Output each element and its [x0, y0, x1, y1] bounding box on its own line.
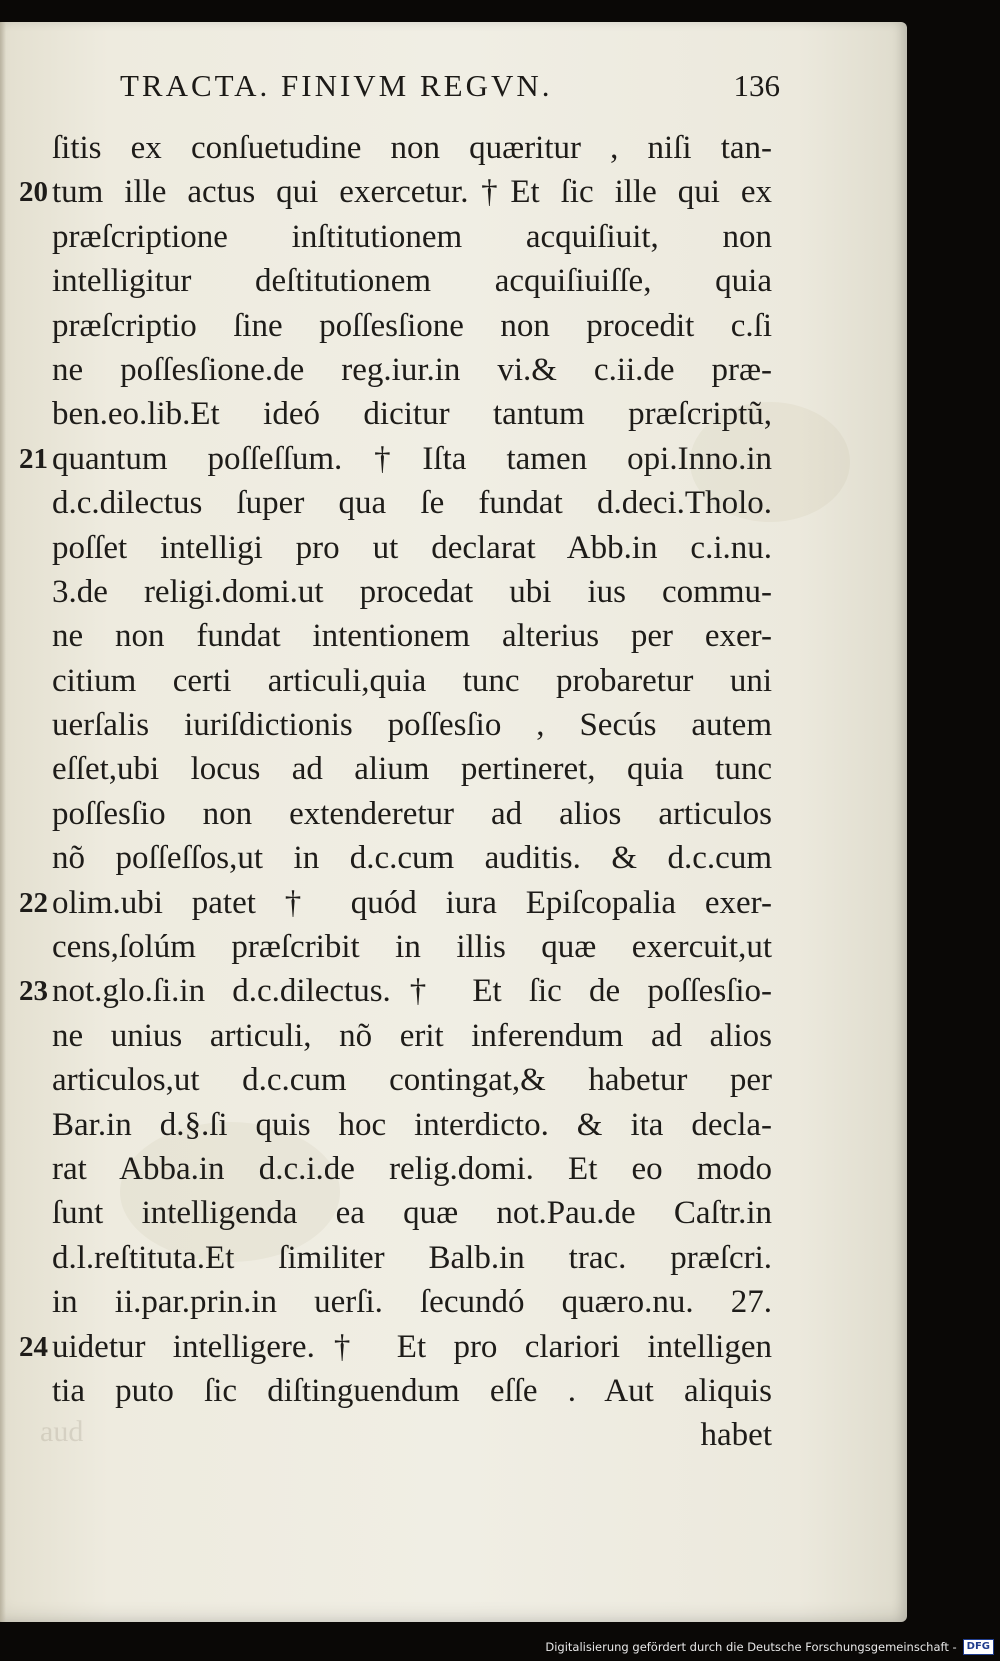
line-text: citium certi articuli,quia tunc probaretur uni — [52, 662, 772, 699]
line-text: quantum poſſeſſum.†Iſta tamen opi.Inno.in — [52, 440, 772, 477]
bleed-through-mark: aud — [40, 1415, 84, 1448]
text-line — [52, 747, 772, 791]
text-line — [52, 1014, 772, 1058]
line-text: ſunt intelligenda ea quæ not.Pau.de Caſtr.in — [52, 1195, 772, 1232]
line-text: d.l.reſtituta.Et ſimiliter Balb.in trac. præſcri. — [52, 1239, 772, 1276]
text-line — [52, 1191, 772, 1235]
text-line — [52, 1280, 772, 1324]
line-text: not.glo.ſi.in d.c.dilectus.† Et ſic de poſſesſio- — [52, 973, 772, 1010]
line-text: ſitis ex conſuetudine non quæritur , niſi tan- — [52, 130, 772, 166]
line-text: nõ poſſeſſos,ut in d.c.cum auditis. & d.c.cum — [52, 840, 772, 877]
text-line — [52, 792, 772, 836]
line-text: poſſet intelligi pro ut declarat Abb.in c.i.nu. — [52, 529, 772, 566]
text-line — [19, 881, 772, 925]
catchword: habet — [700, 1417, 772, 1454]
line-text: tum ille actus qui exercetur.†Et ſic ille qui ex — [52, 174, 772, 211]
dfg-logo: DFG — [963, 1639, 994, 1655]
line-text: 3.de religi.domi.ut procedat ubi ius commu- — [52, 573, 772, 610]
text-line — [52, 259, 772, 303]
line-text: uerſalis iuriſdictionis poſſesſio , Secús autem — [52, 707, 772, 744]
text-line — [19, 170, 772, 214]
line-text: rat Abba.in d.c.i.de relig.domi. Et eo modo — [52, 1150, 772, 1187]
line-text: præſcriptione inſtitutionem acquiſiuit, non — [52, 218, 772, 255]
text-line — [52, 836, 772, 880]
text-line — [52, 526, 772, 570]
text-line — [52, 126, 772, 170]
running-title: TRACTA. FINIVM REGVN. — [120, 68, 553, 103]
text-line — [52, 1236, 772, 1280]
line-text: ben.eo.lib.Et ideó dicitur tantum præſcriptũ, — [52, 396, 772, 433]
margin-number: 24 — [19, 1330, 48, 1363]
margin-number: 23 — [19, 975, 48, 1008]
line-text: uidetur intelligere.† Et pro clariori intelligen — [52, 1328, 772, 1365]
text-line — [52, 659, 772, 703]
line-text: d.c.dilectus ſuper qua ſe fundat d.deci.Tholo. — [52, 485, 772, 522]
line-text: ne non fundat intentionem alterius per exer- — [52, 618, 772, 655]
line-text: ne poſſesſione.de reg.iur.in vi.& c.ii.de præ- — [52, 351, 772, 388]
line-text: eſſet,ubi locus ad alium pertineret, quia tunc — [52, 751, 772, 788]
margin-number: 20 — [19, 176, 48, 209]
text-line — [19, 1325, 772, 1369]
text-line — [52, 703, 772, 747]
text-line — [52, 304, 772, 348]
margin-number: 21 — [19, 442, 48, 475]
line-text: articulos,ut d.c.cum contingat,& habetur per — [52, 1062, 772, 1099]
line-text: in ii.par.prin.in uerſi. ſecundó quæro.nu. 27. — [52, 1284, 772, 1321]
text-line — [19, 437, 772, 481]
text-line — [52, 925, 772, 969]
text-line — [52, 614, 772, 658]
text-line — [52, 1147, 772, 1191]
text-line — [52, 1103, 772, 1147]
text-line — [52, 1369, 772, 1413]
credit-text: Digitalisierung gefördert durch die Deutsche Forschungsgemeinschaft - — [545, 1640, 957, 1654]
text-line — [52, 348, 772, 392]
text-line — [52, 481, 772, 525]
text-block — [19, 126, 772, 1458]
line-text: præſcriptio ſine poſſesſione non procedit c.ſi — [52, 307, 772, 344]
page-header — [120, 62, 780, 112]
line-text: ne unius articuli, nõ erit inferendum ad alios — [52, 1017, 772, 1054]
text-line — [52, 215, 772, 259]
digitization-credit — [545, 1637, 994, 1657]
page-gutter-shadow — [0, 22, 6, 1622]
line-text: tia puto ſic diſtinguendum eſſe . Aut aliquis — [52, 1372, 772, 1409]
text-line — [19, 969, 772, 1013]
line-text: Bar.in d.§.ſi quis hoc interdicto. & ita decla- — [52, 1106, 772, 1143]
margin-number: 22 — [19, 886, 48, 919]
folio-number: 136 — [733, 68, 780, 103]
line-text: intelligitur deſtitutionem acquiſiuiſſe, quia — [52, 263, 772, 300]
line-text: cens,ſolúm præſcribit in illis quæ exercuit,ut — [52, 929, 772, 966]
line-text: olim.ubi patet † quód iura Epiſcopalia exer- — [52, 884, 772, 921]
book-page — [0, 22, 907, 1622]
text-line — [52, 570, 772, 614]
text-line — [52, 1058, 772, 1102]
line-text: poſſesſio non extenderetur ad alios articulos — [52, 795, 772, 832]
text-line — [52, 392, 772, 436]
